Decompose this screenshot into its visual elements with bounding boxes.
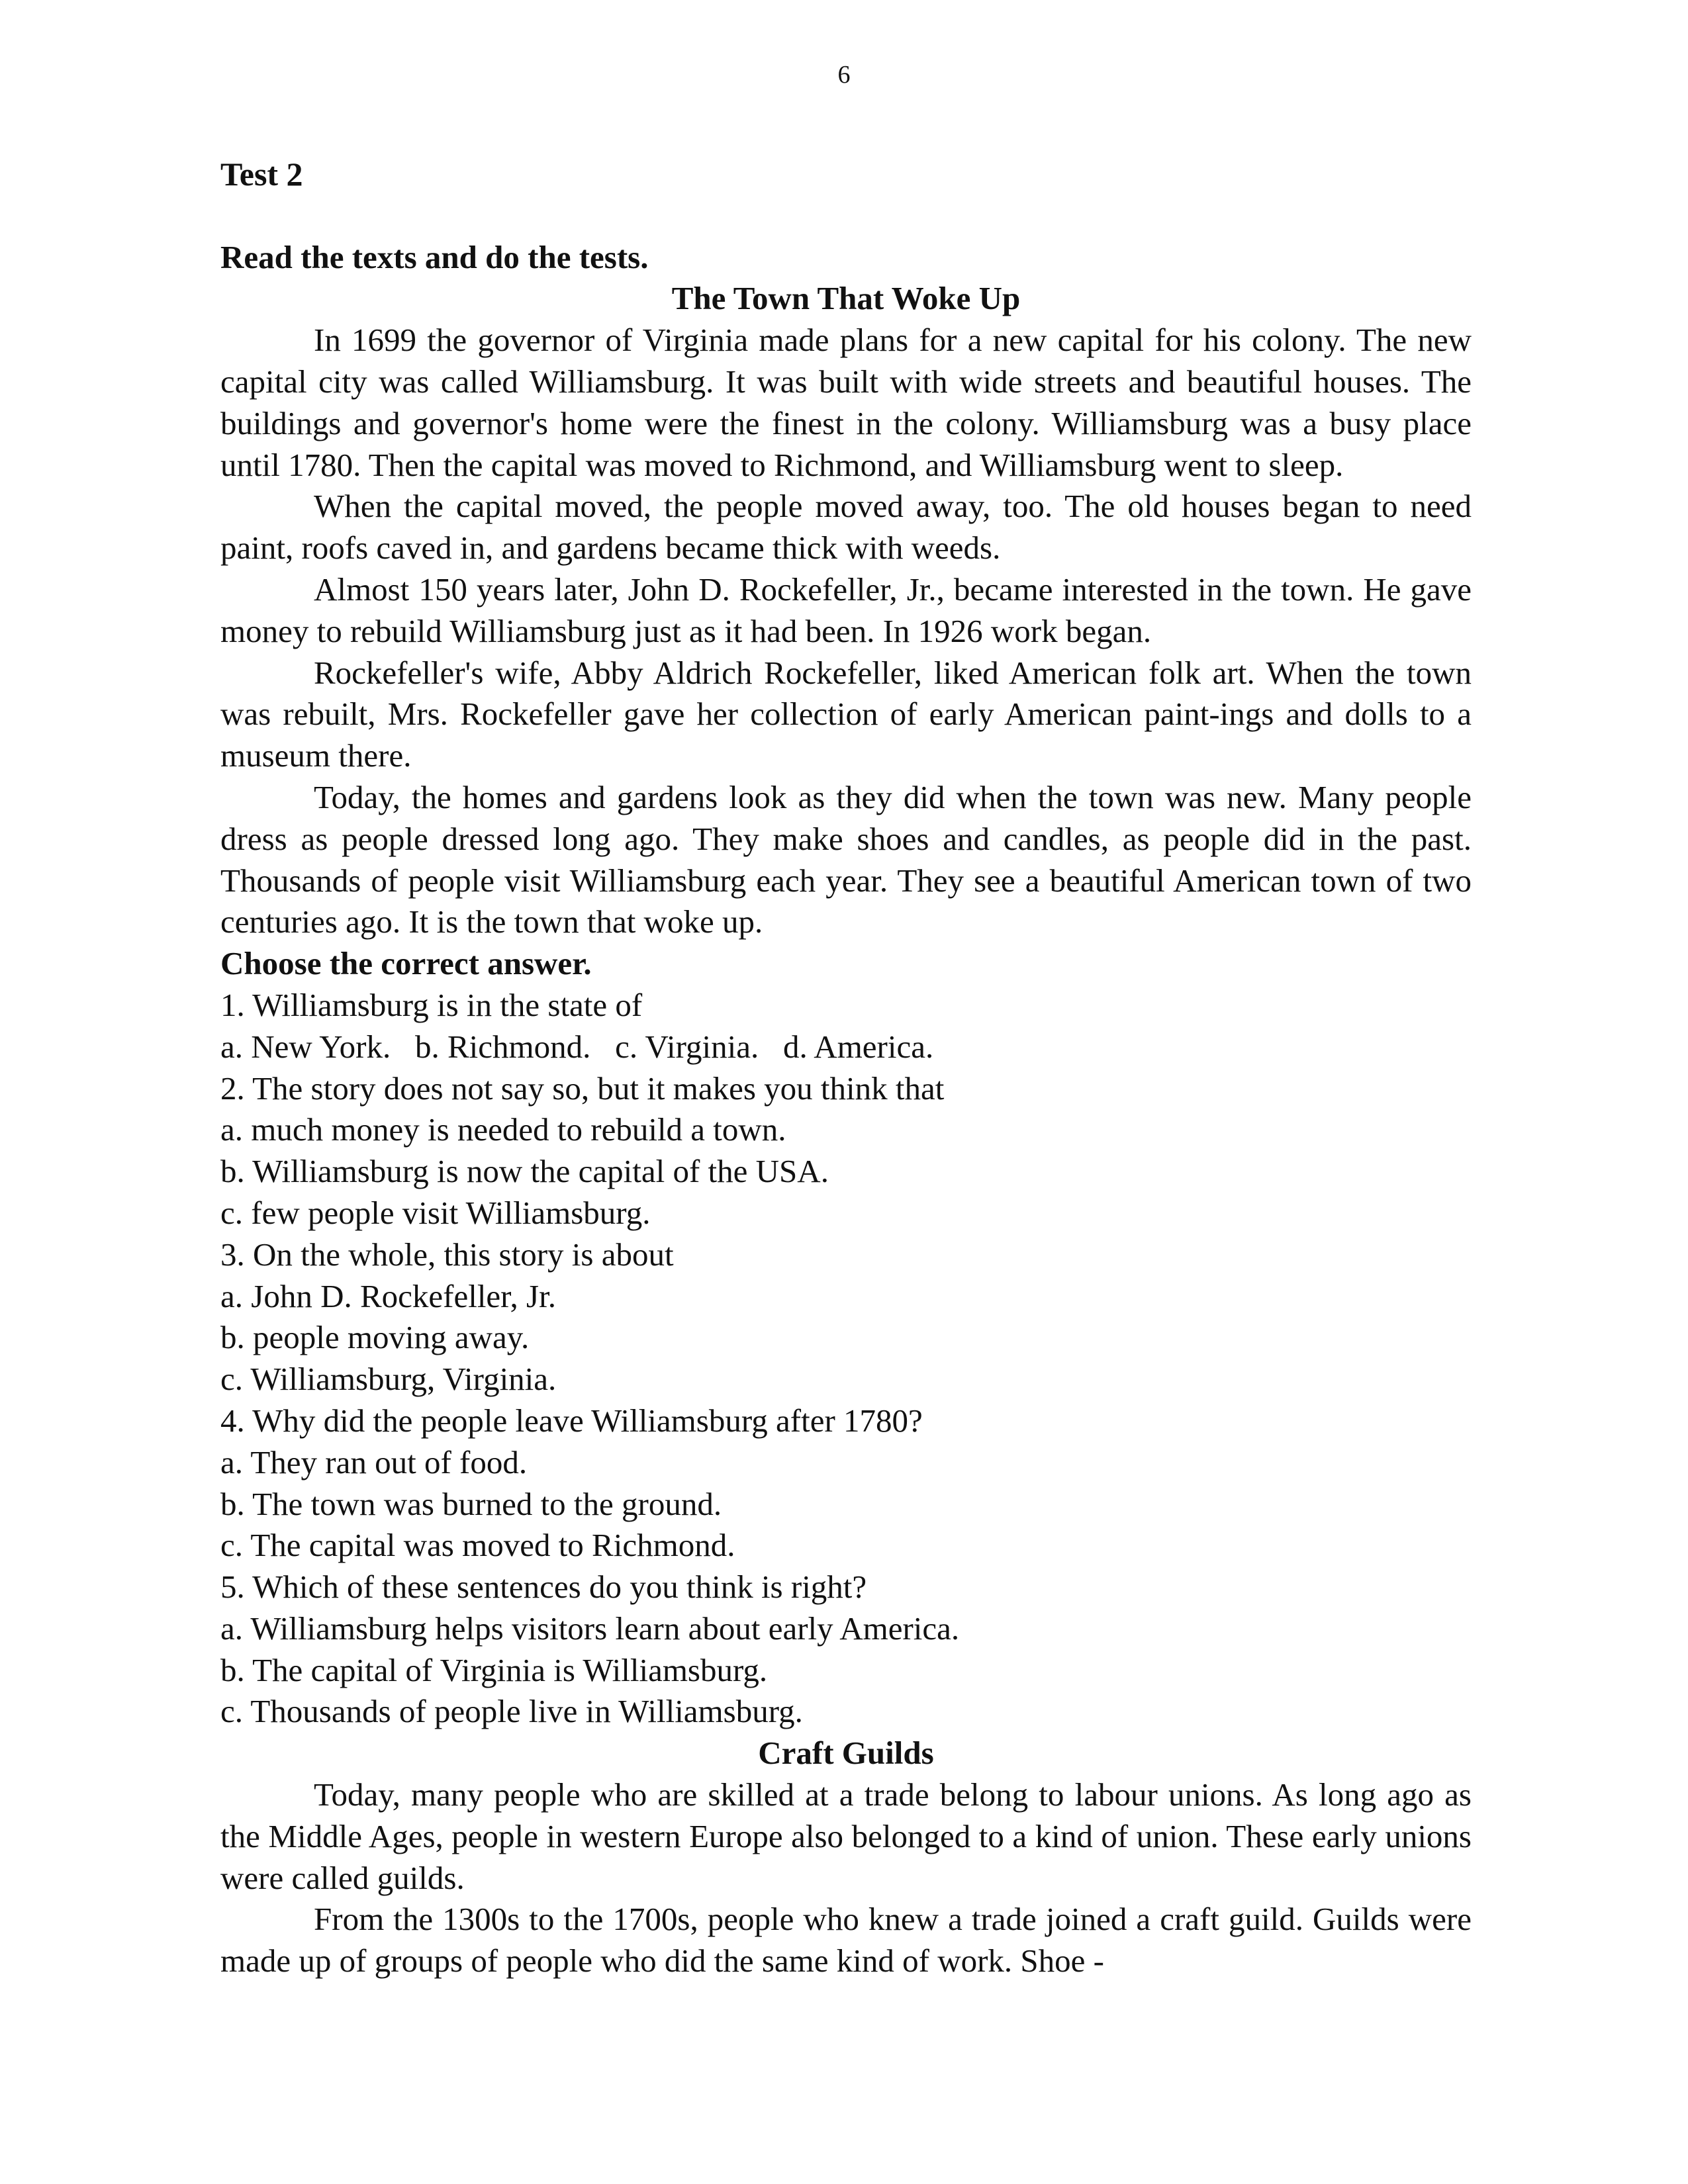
quiz-instruction: Choose the correct answer. [220, 945, 592, 982]
test-instruction: Read the texts and do the tests. [220, 238, 649, 275]
q4-option-b: b. The town was burned to the ground. [220, 1485, 722, 1522]
story-title-craft-guilds: Craft Guilds [758, 1735, 934, 1772]
story2-paragraph-1: Today, many people who are skilled at a trade belong to labour unions. As long ago as the Middle Ages, people in western Europe also belonged to a kind of union. These early unions were called guilds. [220, 1776, 1472, 1896]
q2-option-a: a. much money is needed to rebuild a town. [220, 1111, 786, 1148]
story1-paragraph-4: Rockefeller's wife, Abby Aldrich Rockefeller, liked American folk art. When the town was rebuilt, Mrs. Rockefeller gave her collection of early American paint-ings and dolls to a museum there. [220, 654, 1472, 774]
question-4: 4. Why did the people leave Williamsburg after 1780? [220, 1402, 923, 1439]
q1-option-a: a. New York. [220, 1028, 391, 1065]
story1-paragraph-3: Almost 150 years later, John D. Rockefeller, Jr., became interested in the town. He gave money to rebuild Williamsburg just as it had been. In 1926 work began. [220, 570, 1472, 649]
q4-option-c: c. The capital was moved to Richmond. [220, 1527, 735, 1564]
q5-option-a: a. Williamsburg helps visitors learn about early America. [220, 1610, 960, 1647]
question-3: 3. On the whole, this story is about [220, 1236, 674, 1273]
story-title-town-that-woke-up: The Town That Woke Up [671, 280, 1021, 317]
question-1: 1. Williamsburg is in the state of [220, 986, 643, 1023]
spacer [220, 195, 1472, 237]
page-number: 6 [837, 61, 851, 89]
q5-option-b: b. The capital of Virginia is Williamsburg. [220, 1651, 768, 1688]
question-2: 2. The story does not say so, but it makes you think that [220, 1069, 945, 1107]
q2-option-b: b. Williamsburg is now the capital of the USA. [220, 1153, 829, 1190]
q3-option-c: c. Williamsburg, Virginia. [220, 1361, 557, 1398]
q1-option-b: b. Richmond. [415, 1028, 591, 1065]
story2-paragraph-2: From the 1300s to the 1700s, people who knew a trade joined a craft guild. Guilds were made up of groups of people who did the same kind of work. Shoe - [220, 1901, 1472, 1979]
q3-option-b: b. people moving away. [220, 1319, 530, 1356]
page-content [220, 154, 1472, 1982]
story1-paragraph-1: In 1699 the governor of Virginia made plans for a new capital for his colony. The new capital city was called Williamsburg. It was built with wide streets and beautiful houses. The buildings and governor's home were the finest in the colony. Williamsburg was a busy place until 1780. Then the capital was moved to Richmond, and Williamsburg went to sleep. [220, 322, 1472, 483]
q2-option-c: c. few people visit Williamsburg. [220, 1194, 651, 1231]
story1-paragraph-5: Today, the homes and gardens look as they did when the town was new. Many people dress as people dressed long ago. They make shoes and candles, as people did in the past. Thousands of people visit Williamsburg each year. They see a beautiful American town of two centuries ago. It is the town that woke up. [220, 778, 1472, 940]
q4-option-a: a. They ran out of food. [220, 1443, 528, 1480]
question-1-options [220, 1026, 1472, 1068]
q1-option-d: d. America. [783, 1028, 934, 1065]
q1-option-c: c. Virginia. [615, 1028, 759, 1065]
q3-option-a: a. John D. Rockefeller, Jr. [220, 1277, 556, 1314]
question-5: 5. Which of these sentences do you think is right? [220, 1569, 867, 1606]
story1-paragraph-2: When the capital moved, the people moved away, too. The old houses began to need paint, roofs caved in, and gardens became thick with weeds. [220, 488, 1472, 567]
test-title: Test 2 [220, 156, 303, 193]
q5-option-c: c. Thousands of people live in Williamsburg. [220, 1693, 803, 1730]
